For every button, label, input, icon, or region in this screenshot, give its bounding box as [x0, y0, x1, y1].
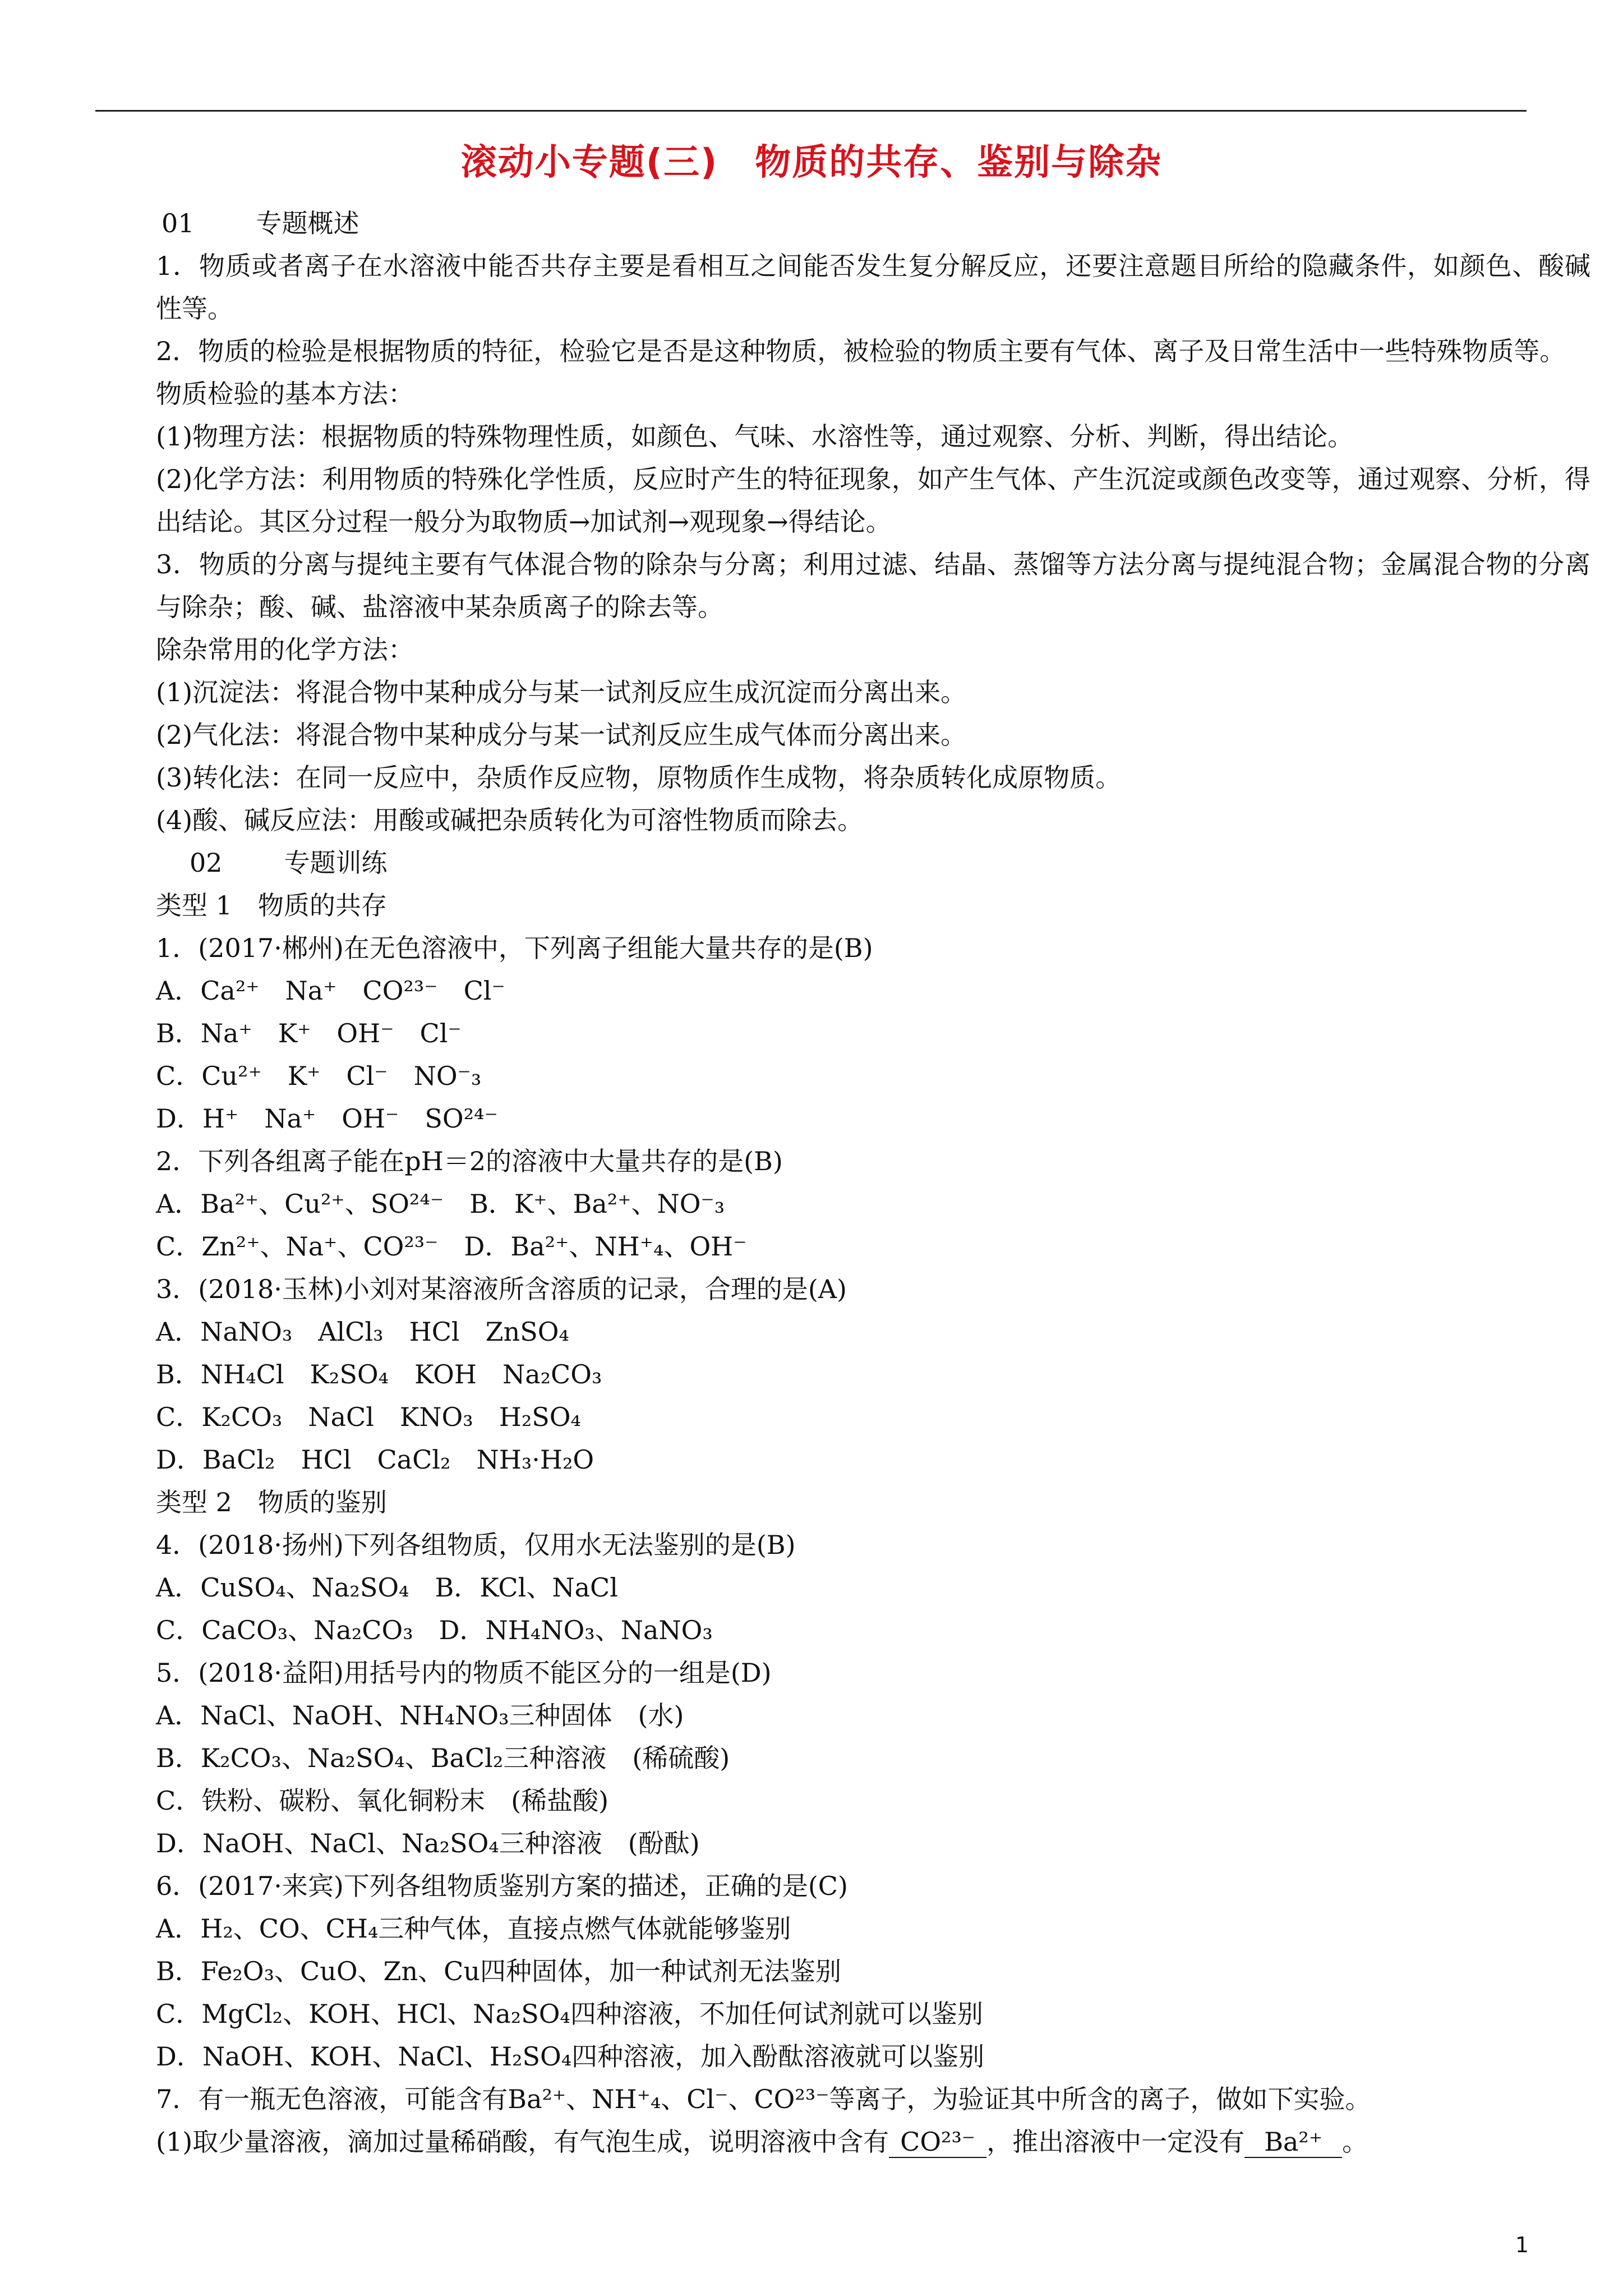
- question-6-option-d: D．NaOH、KOH、NaCl、H₂SO₄四种溶液，加入酚酞溶液就可以鉴别: [156, 2041, 985, 2072]
- question-2-options-ab: A．Ba²⁺、Cu²⁺、SO²⁴⁻ B．K⁺、Ba²⁺、NO⁻₃: [156, 1189, 725, 1219]
- section-number: 02: [190, 848, 223, 878]
- removal-acid-base: (4)酸、碱反应法：用酸或碱把杂质转化为可溶性物质而除去。: [156, 805, 864, 835]
- answer-blank-1: CO²³⁻: [889, 2127, 986, 2158]
- removal-precipitation: (1)沉淀法：将混合物中某种成分与某一试剂反应生成沉淀而分离出来。: [156, 677, 967, 707]
- question-2-stem: 2．下列各组离子能在pH＝2的溶液中大量共存的是(B): [156, 1146, 783, 1176]
- document-body: [156, 202, 1590, 2163]
- question-4-options-cd: C．CaCO₃、Na₂CO₃ D．NH₄NO₃、NaNO₃: [156, 1615, 713, 1645]
- type-heading-1: 类型 1 物质的共存: [156, 890, 387, 921]
- question-5-option-a: A．NaCl、NaOH、NH₄NO₃三种固体 (水): [156, 1700, 684, 1731]
- question-2-options-cd: C．Zn²⁺、Na⁺、CO²³⁻ D．Ba²⁺、NH⁺₄、OH⁻: [156, 1231, 747, 1262]
- removal-conversion: (3)转化法：在同一反应中，杂质作反应物，原物质作生成物，将杂质转化成原物质。: [156, 762, 1122, 793]
- question-7-part-1-text-c: 。: [1342, 2127, 1368, 2157]
- page-number: 1: [1515, 2233, 1529, 2257]
- question-1-option-d: D．H⁺ Na⁺ OH⁻ SO²⁴⁻: [156, 1103, 498, 1134]
- method-physical: (1)物理方法：根据物质的特殊物理性质，如颜色、气味、水溶性等，通过观察、分析、判断，得出结论。: [156, 421, 1354, 452]
- question-5-stem: 5．(2018·益阳)用括号内的物质不能区分的一组是(D): [156, 1658, 772, 1688]
- question-3-option-b: B．NH₄Cl K₂SO₄ KOH Na₂CO₃: [156, 1359, 602, 1389]
- question-5-option-b: B．K₂CO₃、Na₂SO₄、BaCl₂三种溶液 (稀硫酸): [156, 1743, 730, 1773]
- question-5-option-c: C．铁粉、碳粉、氧化铜粉末 (稀盐酸): [156, 1786, 609, 1816]
- page-title: 滚动小专题(三) 物质的共存、鉴别与除杂: [460, 142, 1163, 183]
- overview-paragraph-2: 2．物质的检验是根据物质的特征，检验它是否是这种物质，被检验的物质主要有气体、离子及日常生活中一些特殊物质等。: [156, 336, 1566, 366]
- question-3-option-c: C．K₂CO₃ NaCl KNO₃ H₂SO₄: [156, 1402, 581, 1432]
- question-3-stem: 3．(2018·玉林)小刘对某溶液所含溶质的记录，合理的是(A): [156, 1274, 847, 1304]
- section-title: 专题训练: [284, 848, 388, 878]
- question-6-option-c: C．MgCl₂、KOH、HCl、Na₂SO₄四种溶液，不加任何试剂就可以鉴别: [156, 1999, 983, 2029]
- type-heading-2: 类型 2 物质的鉴别: [156, 1487, 387, 1517]
- question-6-option-b: B．Fe₂O₃、CuO、Zn、Cu四种固体，加一种试剂无法鉴别: [156, 1956, 841, 1986]
- header-rule: [95, 110, 1527, 112]
- question-1-option-a: A．Ca²⁺ Na⁺ CO²³⁻ Cl⁻: [156, 976, 505, 1006]
- basic-methods-heading: 物质检验的基本方法：: [156, 379, 414, 409]
- question-7-part-1-text-a: (1)取少量溶液，滴加过量稀硝酸，有气泡生成，说明溶液中含有: [156, 2127, 889, 2157]
- question-6-option-a: A．H₂、CO、CH₄三种气体，直接点燃气体就能够鉴别: [156, 1913, 791, 1944]
- question-1-stem: 1．(2017·郴州)在无色溶液中，下列离子组能大量共存的是(B): [156, 933, 873, 963]
- overview-paragraph-3: 3．物质的分离与提纯主要有气体混合物的除杂与分离；利用过滤、结晶、蒸馏等方法分离与提纯混合物；金属混合物的分离与除杂；酸、碱、盐溶液中某杂质离子的除去等。: [156, 549, 1590, 622]
- question-3-option-d: D．BaCl₂ HCl CaCl₂ NH₃·H₂O: [156, 1444, 594, 1475]
- question-4-stem: 4．(2018·扬州)下列各组物质，仅用水无法鉴别的是(B): [156, 1530, 796, 1560]
- overview-paragraph-1: 1．物质或者离子在水溶液中能否共存主要是看相互之间能否发生复分解反应，还要注意题目所给的隐藏条件，如颜色、酸碱性等。: [156, 251, 1590, 324]
- section-title: 专题概述: [256, 208, 359, 238]
- section-number: 01: [162, 208, 195, 238]
- question-1-option-b: B．Na⁺ K⁺ OH⁻ Cl⁻: [156, 1018, 462, 1048]
- method-chemical: (2)化学方法：利用物质的特殊化学性质，反应时产生的特征现象，如产生气体、产生沉淀或颜色改变等，通过观察、分析，得出结论。其区分过程一般分为取物质→加试剂→观现象→得结论。: [156, 464, 1590, 537]
- question-3-option-a: A．NaNO₃ AlCl₃ HCl ZnSO₄: [156, 1317, 569, 1347]
- question-1-option-c: C．Cu²⁺ K⁺ Cl⁻ NO⁻₃: [156, 1061, 482, 1091]
- question-7-part-1: [156, 2120, 1530, 2163]
- section-heading-02: [156, 841, 1530, 884]
- question-7-part-1-text-b: ，推出溶液中一定没有: [986, 2127, 1245, 2157]
- question-7-stem: 7．有一瓶无色溶液，可能含有Ba²⁺、NH⁺₄、Cl⁻、CO²³⁻等离子，为验证其中所含的离子，做如下实验。: [156, 2084, 1371, 2114]
- answer-blank-2: Ba²⁺: [1244, 2127, 1342, 2158]
- question-6-stem: 6．(2017·来宾)下列各组物质鉴别方案的描述，正确的是(C): [156, 1871, 848, 1901]
- removal-methods-heading: 除杂常用的化学方法：: [156, 634, 414, 665]
- question-4-options-ab: A．CuSO₄、Na₂SO₄ B．KCl、NaCl: [156, 1572, 618, 1603]
- question-5-option-d: D．NaOH、NaCl、Na₂SO₄三种溶液 (酚酞): [156, 1828, 700, 1858]
- removal-gasification: (2)气化法：将混合物中某种成分与某一试剂反应生成气体而分离出来。: [156, 720, 967, 750]
- section-heading-01: [156, 202, 1530, 245]
